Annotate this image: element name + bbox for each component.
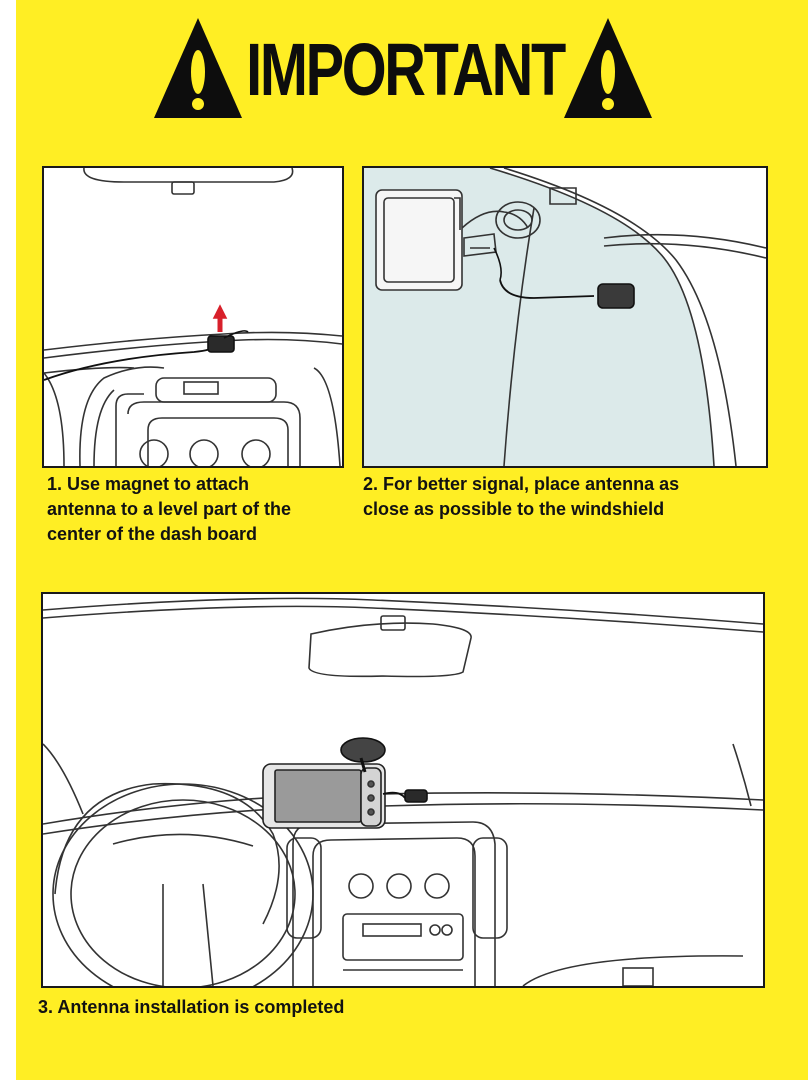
step-3-illustration [41, 592, 765, 988]
page-title: IMPORTANT [246, 27, 564, 111]
step-2-illustration [362, 166, 768, 468]
step-1-illustration [42, 166, 344, 468]
step-3-caption: 3. Antenna installation is completed [38, 997, 345, 1017]
step-2-caption: 2. For better signal, place antenna as close as possible to the windshield [363, 474, 680, 519]
warning-triangle-icon [562, 16, 654, 120]
warning-triangle-icon [152, 16, 244, 120]
step-1-caption: 1. Use magnet to attach antenna to a level part of the center of the dash board [47, 474, 292, 544]
